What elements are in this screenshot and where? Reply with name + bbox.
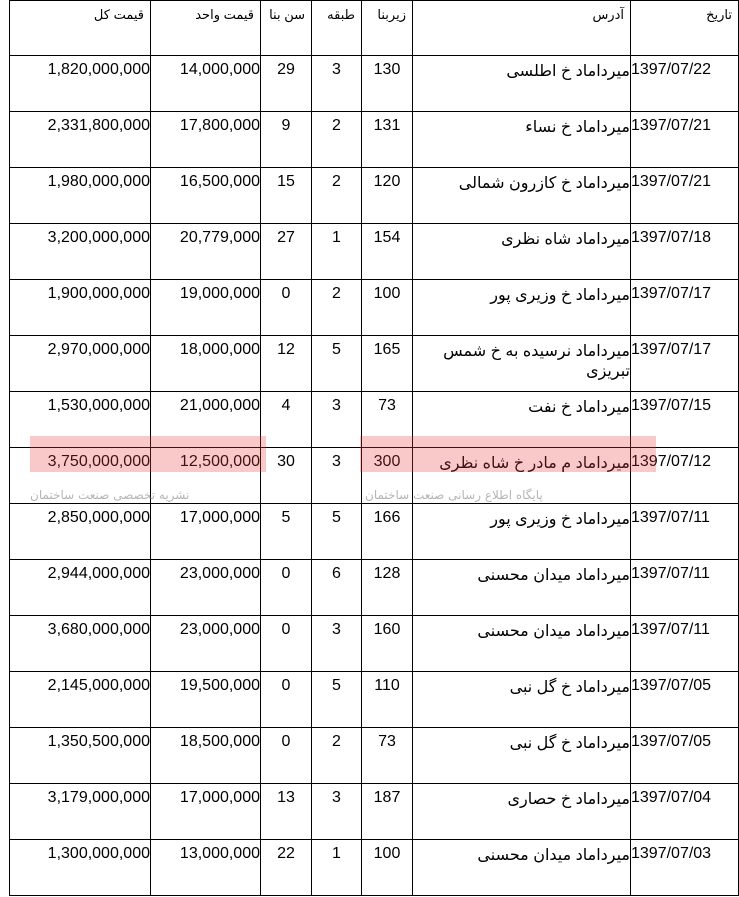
- cell-area: 160: [362, 616, 413, 672]
- watermark-caption-left: نشریه تخصصی صنعت ساختمان: [30, 488, 190, 502]
- cell-building-age: 30: [261, 448, 312, 504]
- cell-building-age: 29: [261, 56, 312, 112]
- cell-unit-price: 20,779,000: [151, 224, 261, 280]
- cell-address: میرداماد خ اطلسی: [413, 56, 631, 112]
- table-row: [10, 672, 739, 728]
- cell-address: میرداماد میدان محسنی: [413, 840, 631, 896]
- cell-total-price: 3,179,000,000: [10, 784, 151, 840]
- cell-address: میرداماد خ وزیری پور: [413, 280, 631, 336]
- cell-date: 1397/07/15: [631, 392, 739, 448]
- cell-building-age: 27: [261, 224, 312, 280]
- cell-unit-price: 17,000,000: [151, 504, 261, 560]
- cell-area: 165: [362, 336, 413, 392]
- cell-date: 1397/07/17: [631, 280, 739, 336]
- cell-date: 1397/07/11: [631, 560, 739, 616]
- cell-total-price: 1,900,000,000: [10, 280, 151, 336]
- cell-building-age: 4: [261, 392, 312, 448]
- table-row: [10, 504, 739, 560]
- header-area: زیربنا: [362, 1, 413, 56]
- cell-building-age: 12: [261, 336, 312, 392]
- header-address: آدرس: [413, 1, 631, 56]
- cell-area: 128: [362, 560, 413, 616]
- cell-address: میرداماد خ گل نبی: [413, 728, 631, 784]
- cell-date: 1397/07/21: [631, 112, 739, 168]
- cell-unit-price: 23,000,000: [151, 616, 261, 672]
- cell-floor: 5: [312, 504, 362, 560]
- cell-unit-price: 19,000,000: [151, 280, 261, 336]
- cell-building-age: 9: [261, 112, 312, 168]
- cell-date: 1397/07/04: [631, 784, 739, 840]
- cell-building-age: 15: [261, 168, 312, 224]
- cell-unit-price: 17,000,000: [151, 784, 261, 840]
- cell-floor: 3: [312, 784, 362, 840]
- cell-total-price: 3,750,000,000: [10, 448, 151, 504]
- cell-floor: 5: [312, 336, 362, 392]
- cell-floor: 3: [312, 56, 362, 112]
- table-row: [10, 840, 739, 896]
- cell-area: 154: [362, 224, 413, 280]
- table-row: [10, 336, 739, 392]
- cell-floor: 2: [312, 728, 362, 784]
- cell-address: میرداماد نرسیده به خ شمس تبریزی: [413, 336, 631, 392]
- price-table: [9, 0, 739, 896]
- cell-area: 166: [362, 504, 413, 560]
- header-date: تاریخ: [631, 1, 739, 56]
- cell-floor: 5: [312, 672, 362, 728]
- cell-unit-price: 19,500,000: [151, 672, 261, 728]
- table-row: [10, 728, 739, 784]
- header-unit-price: قیمت واحد: [151, 1, 261, 56]
- cell-building-age: 5: [261, 504, 312, 560]
- cell-area: 100: [362, 840, 413, 896]
- cell-date: 1397/07/18: [631, 224, 739, 280]
- cell-address: میرداماد میدان محسنی: [413, 560, 631, 616]
- cell-area: 130: [362, 56, 413, 112]
- cell-unit-price: 18,500,000: [151, 728, 261, 784]
- cell-date: 1397/07/11: [631, 504, 739, 560]
- table-row: [10, 56, 739, 112]
- table-row: [10, 616, 739, 672]
- cell-date: 1397/07/05: [631, 672, 739, 728]
- table-row: [10, 784, 739, 840]
- cell-building-age: 0: [261, 728, 312, 784]
- cell-total-price: 2,331,800,000: [10, 112, 151, 168]
- header-floor: طبقه: [312, 1, 362, 56]
- cell-total-price: 2,970,000,000: [10, 336, 151, 392]
- cell-unit-price: 23,000,000: [151, 560, 261, 616]
- cell-total-price: 2,145,000,000: [10, 672, 151, 728]
- cell-area: 187: [362, 784, 413, 840]
- table-row: [10, 448, 739, 504]
- cell-total-price: 1,980,000,000: [10, 168, 151, 224]
- cell-date: 1397/07/03: [631, 840, 739, 896]
- cell-area: 73: [362, 728, 413, 784]
- cell-unit-price: 13,000,000: [151, 840, 261, 896]
- cell-unit-price: 16,500,000: [151, 168, 261, 224]
- cell-floor: 3: [312, 392, 362, 448]
- cell-total-price: 1,530,000,000: [10, 392, 151, 448]
- cell-date: 1397/07/05: [631, 728, 739, 784]
- cell-address: میرداماد خ کازرون شمالی: [413, 168, 631, 224]
- cell-unit-price: 17,800,000: [151, 112, 261, 168]
- cell-floor: 2: [312, 168, 362, 224]
- cell-floor: 1: [312, 840, 362, 896]
- cell-area: 100: [362, 280, 413, 336]
- cell-date: 1397/07/22: [631, 56, 739, 112]
- cell-total-price: 2,850,000,000: [10, 504, 151, 560]
- cell-floor: 2: [312, 280, 362, 336]
- cell-address: میرداماد میدان محسنی: [413, 616, 631, 672]
- cell-area: 110: [362, 672, 413, 728]
- cell-address: میرداماد م مادر خ شاه نظری: [413, 448, 631, 504]
- header-total-price: قیمت کل: [10, 1, 151, 56]
- cell-floor: 2: [312, 112, 362, 168]
- header-row: [10, 1, 739, 56]
- cell-date: 1397/07/17: [631, 336, 739, 392]
- cell-address: میرداماد خ نفت: [413, 392, 631, 448]
- cell-address: میرداماد شاه نظری: [413, 224, 631, 280]
- header-building-age: سن بنا: [261, 1, 312, 56]
- cell-building-age: 0: [261, 672, 312, 728]
- cell-unit-price: 14,000,000: [151, 56, 261, 112]
- cell-address: میرداماد خ نساء: [413, 112, 631, 168]
- table-row: [10, 168, 739, 224]
- cell-unit-price: 21,000,000: [151, 392, 261, 448]
- table-row: [10, 112, 739, 168]
- table-row: [10, 224, 739, 280]
- cell-unit-price: 12,500,000: [151, 448, 261, 504]
- cell-total-price: 1,820,000,000: [10, 56, 151, 112]
- cell-date: 1397/07/12: [631, 448, 739, 504]
- cell-building-age: 0: [261, 280, 312, 336]
- table-row: [10, 280, 739, 336]
- cell-building-age: 0: [261, 616, 312, 672]
- table-row: [10, 392, 739, 448]
- cell-area: 120: [362, 168, 413, 224]
- cell-date: 1397/07/21: [631, 168, 739, 224]
- cell-building-age: 13: [261, 784, 312, 840]
- cell-area: 300: [362, 448, 413, 504]
- table-row: [10, 560, 739, 616]
- cell-floor: 6: [312, 560, 362, 616]
- cell-unit-price: 18,000,000: [151, 336, 261, 392]
- cell-total-price: 3,680,000,000: [10, 616, 151, 672]
- cell-total-price: 3,200,000,000: [10, 224, 151, 280]
- cell-address: میرداماد خ گل نبی: [413, 672, 631, 728]
- cell-address: میرداماد خ وزیری پور: [413, 504, 631, 560]
- cell-total-price: 2,944,000,000: [10, 560, 151, 616]
- cell-floor: 3: [312, 616, 362, 672]
- cell-date: 1397/07/11: [631, 616, 739, 672]
- watermark-caption-right: پایگاه اطلاع رسانی صنعت ساختمان: [365, 488, 543, 502]
- cell-floor: 3: [312, 448, 362, 504]
- cell-total-price: 1,350,500,000: [10, 728, 151, 784]
- cell-building-age: 0: [261, 560, 312, 616]
- cell-building-age: 22: [261, 840, 312, 896]
- cell-address: میرداماد خ حصاری: [413, 784, 631, 840]
- cell-area: 131: [362, 112, 413, 168]
- cell-floor: 1: [312, 224, 362, 280]
- cell-area: 73: [362, 392, 413, 448]
- cell-total-price: 1,300,000,000: [10, 840, 151, 896]
